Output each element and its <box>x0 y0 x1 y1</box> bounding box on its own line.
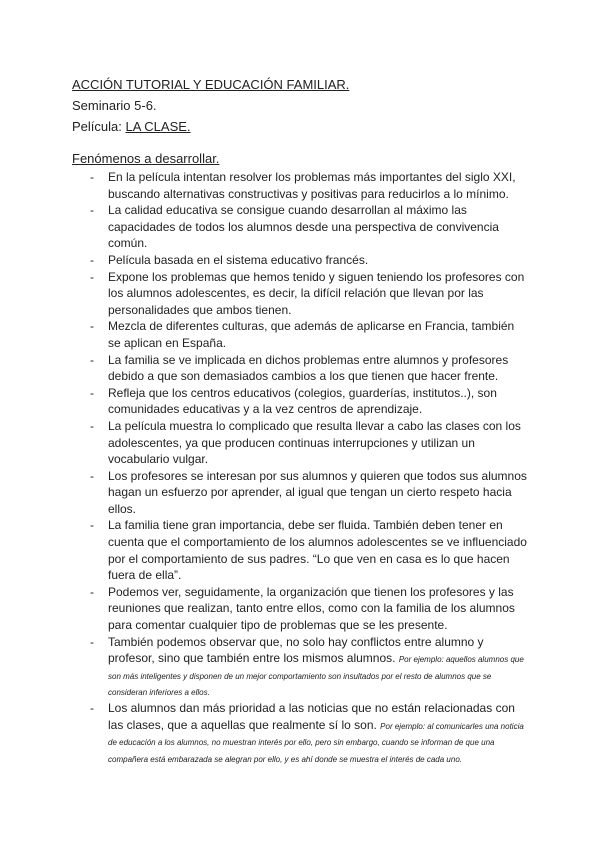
list-item <box>90 517 530 583</box>
item-text: Podemos ver, seguidamente, la organización que tienen los profesores y las reuniones que realizan, tanto entre ellos, como con la familia de los alumnos para comentar cualquier tipo de problemas que se les presente. <box>108 584 515 633</box>
section-title: Fenómenos a desarrollar. <box>72 151 220 166</box>
film-label: Película: <box>72 119 122 134</box>
example-note: Por ejemplo: aquellos alumnos que son más inteligentes y disponen de un mejor comportamiento son insultados por el resto de alumnos que se consideran inferiores a ellos. <box>108 655 524 698</box>
phenomena-list <box>90 169 530 766</box>
item-text: La familia tiene gran importancia, debe ser fluida. También deben tener en cuenta que el comportamiento de los alumnos adolescentes se ve influenciado por el comportamiento de sus padres. “Lo que ven en casa es lo que hacen fuera de ella”. <box>108 518 527 583</box>
list-item <box>90 169 530 202</box>
list-item <box>90 700 530 766</box>
film-title: LA CLASE. <box>125 119 191 134</box>
item-text: También podemos observar que, no solo hay conflictos entre alumno y profesor, sino que también entre los mismos alumnos. <box>108 634 484 666</box>
list-item <box>90 385 530 418</box>
item-text: La película muestra lo complicado que resulta llevar a cabo las clases con los adolescentes, ya que producen continuas interrupciones y utilizan un vocabulario vulgar. <box>108 418 521 467</box>
list-item <box>90 269 530 319</box>
item-text: La familia se ve implicada en dichos problemas entre alumnos y profesores debido a que son demasiados cambios a los que tienen que hacer frente. <box>108 352 509 384</box>
list-item <box>90 318 530 351</box>
list-item <box>90 418 530 468</box>
example-note: Por ejemplo: al comunicarles una noticia de educación a los alumnos, no muestran interés por ello, pero sin embargo, cuando se informan de que una compañera está embarazada se alegran por ello, y es ahí donde se muestra el interés de cada uno. <box>108 721 524 764</box>
document-header <box>72 74 349 137</box>
seminar-label: Seminario 5-6. <box>72 98 157 113</box>
item-text: Refleja que los centros educativos (colegios, guarderías, institutos..), son comunidades educativas y a la vez centros de aprendizaje. <box>108 385 497 417</box>
list-item <box>90 252 530 269</box>
document-title: ACCIÓN TUTORIAL Y EDUCACIÓN FAMILIAR. <box>72 77 350 92</box>
item-text: En la película intentan resolver los problemas más importantes del siglo XXI, buscando alternativas constructivas y positivas para reducirlos a lo mínimo. <box>108 170 516 201</box>
list-item <box>90 352 530 385</box>
list-item <box>90 468 530 518</box>
item-text: Los alumnos dan más prioridad a las noticias que no están relacionadas con las clases, que a aquellas que realmente sí lo son. <box>108 701 515 732</box>
film-line <box>72 116 349 137</box>
item-text: La calidad educativa se consigue cuando desarrollan al máximo las capacidades de todos los alumnos desde una perspectiva de convivencia común. <box>108 203 499 251</box>
list-item <box>90 202 530 252</box>
item-text: Mezcla de diferentes culturas, que además de aplicarse en Francia, también se aplican en España. <box>108 319 515 350</box>
item-text: Película basada en el sistema educativo francés. <box>108 252 369 267</box>
item-text: Expone los problemas que hemos tenido y siguen teniendo los profesores con los alumnos adolescentes, es decir, la difícil relación que llevan por las personalidades que ambos tienen. <box>108 269 525 317</box>
list-item <box>90 584 530 634</box>
list-item <box>90 634 530 700</box>
item-text: Los profesores se interesan por sus alumnos y quieren que todos sus alumnos hagan un esfuerzo por aprender, al igual que tengan un cierto respeto hacia ellos. <box>108 468 527 516</box>
